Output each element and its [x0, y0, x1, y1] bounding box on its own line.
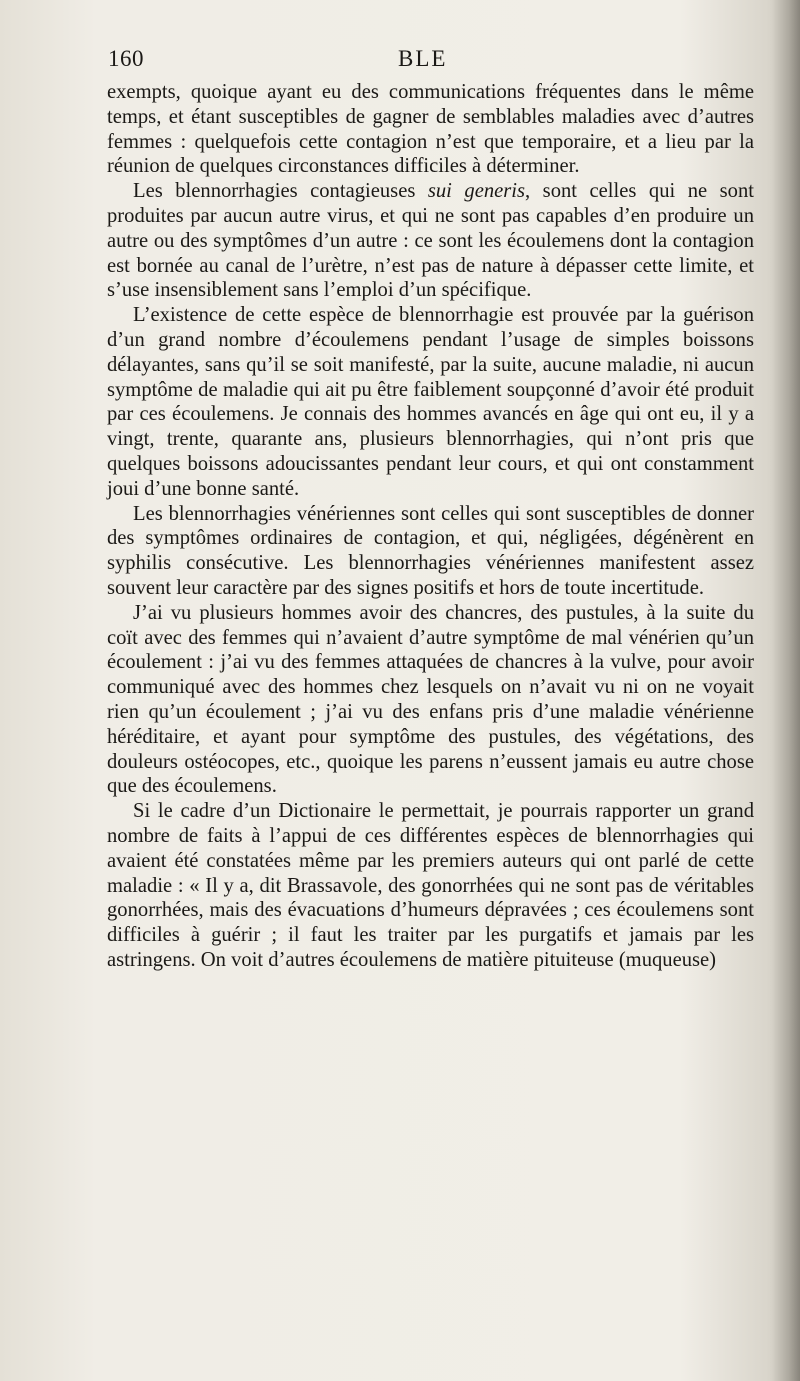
- body-text: [107, 80, 754, 973]
- text-run: Les blennorrhagies vénériennes sont celles qui sont susceptibles de donner des symptômes ordinaires de contagion, et qui, négligées, dégénèrent en syphilis consécutive. Les blennorrhagies vénériennes manifestent assez souvent leur caractère par des signes positifs et hors de toute incertitude.: [107, 502, 754, 599]
- paragraph-2: [107, 179, 754, 303]
- italic-phrase: sui generis: [427, 180, 526, 203]
- paragraph-1: [107, 80, 754, 179]
- text-run: exempts, quoique ayant eu des communications fréquentes dans le même temps, et étant susceptibles de gagner de semblables maladies avec d’autres femmes : quelquefois cette contagion n’est que temporaire, et a lieu par la réunion de quelques circonstances difficiles à déterminer.: [107, 81, 754, 178]
- page-header: [108, 46, 758, 82]
- running-head: BLE: [398, 46, 448, 71]
- paragraph-6: [107, 799, 754, 973]
- paragraph-3: [107, 303, 754, 501]
- text-run: Les blennorrhagies contagieuses: [133, 180, 428, 203]
- text-run: Si le cadre d’un Dictionaire le permettait, je pourrais rapporter un grand nombre de faits à l’appui de ces différentes espèces de blennorrhagies qui avaient été constatées même par les premiers auteurs qui ont parlé de cette maladie : « Il y a, dit Brassavole, des gonorrhées qui ne sont pas de véritables gonorrhées, mais des évacuations d’humeurs dépravées ; ces écoulemens sont difficiles à guérir ; il faut les traiter par les purgatifs et jamais par les astringens. On voit d’autres écoulemens de matière pituiteuse (muqueuse): [107, 800, 754, 971]
- paragraph-4: [107, 502, 754, 601]
- paragraph-5: [107, 601, 754, 799]
- page-number: 160: [108, 46, 144, 71]
- text-run: , sont celles qui ne sont produites par aucun autre virus, et qui ne sont pas capables d’en produire un autre ou des symptômes d’un autre : ce sont les écoulemens dont la contagion est bornée au canal de l’urètre, n’est pas de nature à dépasser cette limite, et s’use insensiblement sans l’emploi d’un spécifique.: [107, 180, 755, 302]
- text-run: L’existence de cette espèce de blennorrhagie est prouvée par la guérison d’un grand nombre d’écoulemens pendant l’usage de simples boissons délayantes, sans qu’il se soit manifesté, par la suite, aucune maladie, ni aucun symptôme de maladie qui ait pu être faiblement soupçonné d’avoir été produit par ces écoulemens. Je connais des hommes avancés en âge qui ont eu, il y a vingt, trente, quarante ans, plusieurs blennorrhagies, qui n’ont pris que quelques boissons adoucissantes pendant leur cours, et qui ont constamment joui d’une bonne santé.: [107, 304, 754, 500]
- page-edge-shadow: [772, 0, 800, 1381]
- text-run: J’ai vu plusieurs hommes avoir des chancres, des pustules, à la suite du coït avec des femmes qui n’avaient d’autre symptôme de mal vénérien qu’un écoulement : j’ai vu des femmes attaquées de chancres à la vulve, pour avoir communiqué avec des hommes chez lesquels on n’avait vu ni on ne voyait rien qu’un écoulement ; j’ai vu des enfans pris d’une maladie vénérienne héréditaire, et ayant pour symptôme des pustules, des végétations, des douleurs ostéocopes, etc., quoique les parens n’eussent jamais eu autre chose que des écoulemens.: [107, 601, 754, 798]
